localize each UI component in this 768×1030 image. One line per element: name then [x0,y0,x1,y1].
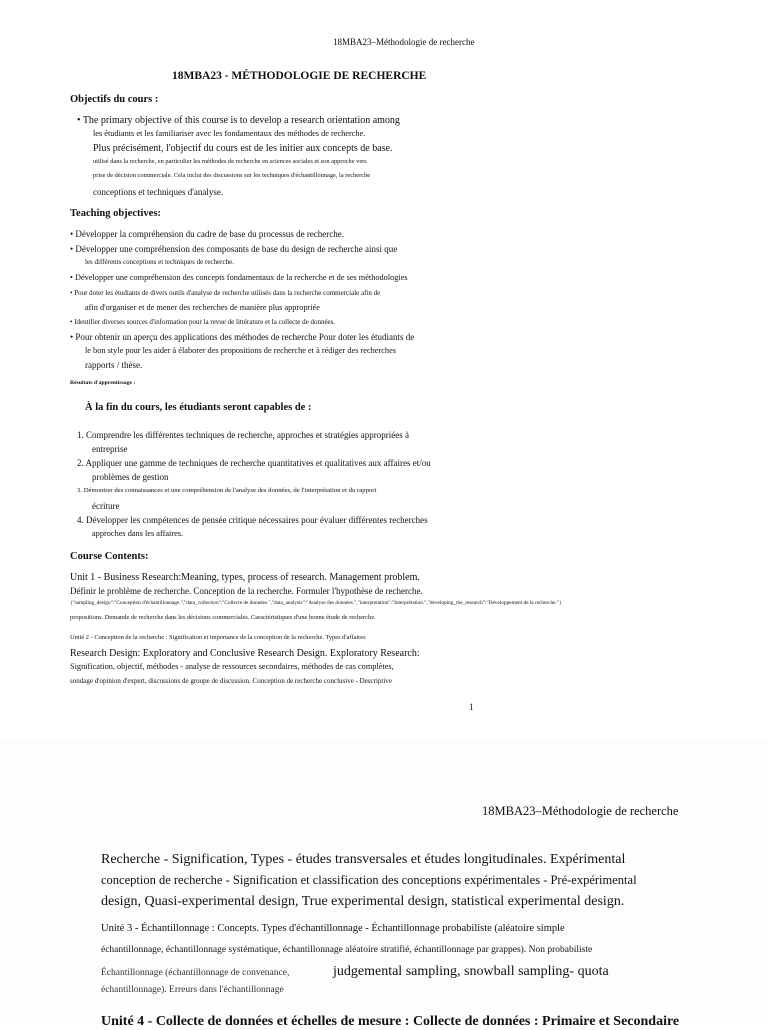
outcome-2-cont: problèmes de gestion [92,472,169,482]
outcomes-intro: À la fin du cours, les étudiants seront capables de : [85,402,312,413]
outcome-1: 1. Comprendre les différentes techniques de recherche, approches et stratégies appropriées à [77,430,409,440]
outcome-3: 3. Démontrer des connaissances et une compréhension de l'analyse des données, de l'interprétation et du rapport [77,487,377,494]
outcome-1-cont: entreprise [92,444,128,454]
unit-3-line-2: échantillonnage, échantillonnage systématique, échantillonnage aléatoire stratifié, échantillonnage par grappes). Non probabiliste [101,945,593,955]
teaching-item-1: • Développer la compréhension du cadre de base du processus de recherche. [70,229,345,239]
teaching-item-6: • Pour obtenir un aperçu des applications des méthodes de recherche Pour doter les étudiants de [70,332,415,342]
unit-4-line-1: Unité 4 - Collecte de données et échelles de mesure : Collecte de données : Primaire et Secondaire [101,1014,680,1029]
unit-1-line-2: Définir le problème de recherche. Conception de la recherche. Formuler l'hypothèse de recherche. [70,586,423,596]
unit-1-line-3: {"sampling_design":"Conception d'échantillonnage.","data_collection":"Collecte de données.","data_analysis":"Analyse des données.","interpretation":"Interprétation.","developing_the_research":"Développement de la recherche."} [70,600,562,606]
unit-3-line-3a: Échantillonnage (échantillonnage de convenance, [101,968,290,978]
page2-line-1: Recherche - Signification, Types - études transversales et études longitudinales. Expérimental [101,852,626,867]
teaching-item-3: • Développer une compréhension des concepts fondamentaux de la recherche et de ses méthodologies [70,273,408,282]
teaching-item-6-cont-2: rapports / thèse. [85,360,143,370]
unit-2-line-2: Research Design: Exploratory and Conclusive Research Design. Exploratory Research: [70,648,420,659]
teaching-item-5: • Identifier diverses sources d'information pour la revue de littérature et la collecte de données. [70,318,336,326]
outcome-4: 4. Développer les compétences de pensée critique nécessaires pour évaluer différentes recherches [77,515,428,525]
document-page-2 [0,740,768,1029]
teaching-item-4-cont: afin d'organiser et de mener des recherches de manière plus appropriée [85,303,320,312]
objectives-line-1: • The primary objective of this course is to develop a research orientation among [77,115,400,126]
objectives-heading: Objectifs du cours : [70,94,159,105]
outcome-2: 2. Appliquer une gamme de techniques de recherche quantitatives et qualitatives aux affaires et/ou [77,458,431,468]
page-number: 1 [469,702,474,712]
page2-line-2: conception de recherche - Signification et classification des conceptions expérimentales - Pré-expérimental [101,873,637,887]
objectives-line-2: les étudiants et les familiariser avec les fondamentaux des méthodes de recherche. [93,129,366,138]
objectives-line-6: conceptions et techniques d'analyse. [93,187,224,197]
unit-2-line-4: sondage d'opinion d'expert, discussions de groupe de discussion. Conception de recherche conclusive - Descriptive [70,677,392,685]
running-header-2: 18MBA23–Méthodologie de recherche [482,804,679,818]
teaching-item-4: • Pour doter les étudiants de divers outils d'analyse de recherche utilisés dans la recherche commerciale afin de [70,289,381,297]
teaching-item-6-cont: le bon style pour les aider à élaborer des propositions de recherche et à rédiger des recherches [85,346,396,355]
objectives-line-3: Plus précisément, l'objectif du cours est de les initier aux concepts de base. [93,143,393,154]
teaching-heading: Teaching objectives: [70,208,161,219]
objectives-line-4: utilisé dans la recherche, en particulier les méthodes de recherche en sciences sociales et son approche vers [93,158,367,165]
teaching-item-2-cont: les différents conceptions et techniques de recherche. [85,258,234,266]
unit-1-line-1: Unit 1 - Business Research:Meaning, types, process of research. Management problem. [70,572,420,583]
unit-3-line-3b: judgemental sampling, snowball sampling- quota [333,964,609,979]
contents-heading: Course Contents: [70,551,149,562]
running-header: 18MBA23–Méthodologie de recherche [333,37,475,47]
unit-3-line-1: Unité 3 - Échantillonnage : Concepts. Types d'échantillonnage - Échantillonnage probabiliste (aléatoire simple [101,923,565,934]
objectives-line-5: prise de décision commerciale. Cela inclut des discussions sur les techniques d'échantillonnage, la recherche [93,172,371,179]
teaching-item-2: • Développer une compréhension des composants de base du design de recherche ainsi que [70,244,398,254]
unit-2-line-3: Signification, objectif, méthodes - analyse de ressources secondaires, méthodes de cas complètes, [70,662,394,671]
unit-3-line-4: échantillonnage). Erreurs dans l'échantillonnage [101,985,284,995]
page2-line-3: design, Quasi-experimental design, True experimental design, statistical experimental design. [101,894,625,909]
unit-1-line-4: propositions. Demande de recherche dans les décisions commerciales. Caractéristiques d'une bonne étude de recherche. [70,614,376,621]
unit-2-line-1: Unité 2 - Conception de la recherche : Signification et importance de la conception de la recherche. Types d'affaires [70,634,366,641]
page-title: 18MBA23 - MÉTHODOLOGIE DE RECHERCHE [172,70,427,82]
outcomes-heading: Résultats d'apprentissage : [70,380,136,386]
outcome-4-cont: approches dans les affaires. [92,529,184,538]
outcome-3-cont: écriture [92,501,120,511]
